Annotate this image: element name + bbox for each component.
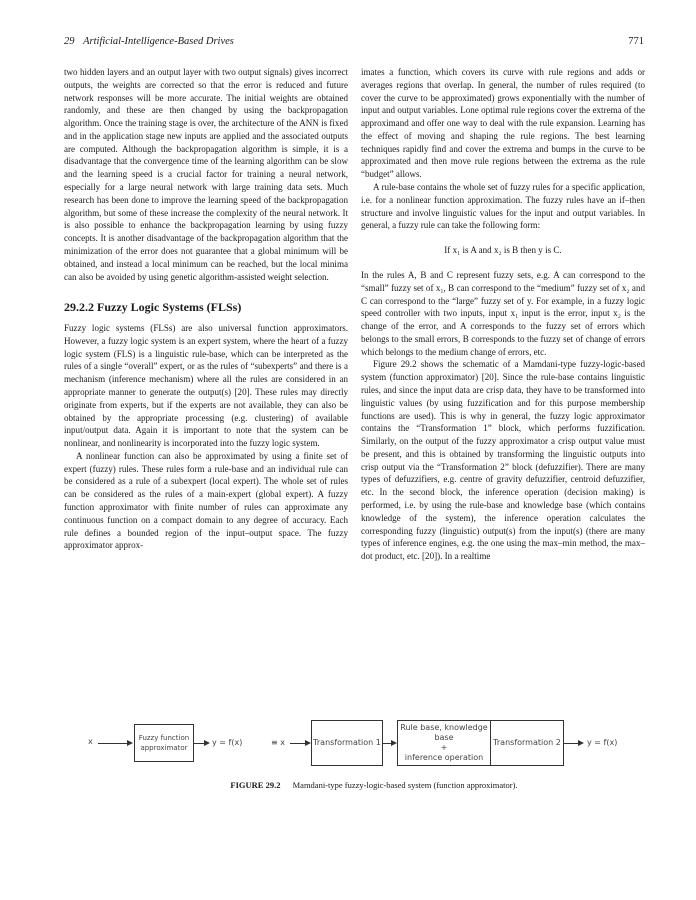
rule-base-label: Rule base, knowledge base bbox=[400, 723, 488, 742]
running-header bbox=[64, 36, 644, 52]
arrow-line bbox=[290, 743, 306, 744]
arrow-line bbox=[563, 743, 579, 744]
arrow-head-icon bbox=[204, 740, 210, 746]
figure-diagram bbox=[64, 716, 684, 766]
right-column bbox=[361, 66, 645, 563]
output-label-1: y = f(x) bbox=[212, 738, 243, 747]
inference-label: inference operation bbox=[404, 753, 484, 762]
chapter-title: Artificial-Intelligence-Based Drives bbox=[83, 36, 234, 47]
rule-base-inference-block bbox=[397, 720, 491, 766]
left-column bbox=[64, 66, 348, 552]
paragraph: In the rules A, B and C represent fuzzy sets, e.g. A can correspond to the “small” fuzzy set of x₁, B can correspond to the “medium” fuzzy set of x₂ and C can correspond to the “large” fuzzy set of y. For example, in a fuzzy logic speed controller with two inputs, input x₁ input is the error, input x₂ is the change of the error, and A corresponds to the fuzzy set of errors which belongs to the small errors, B corresponds to the fuzzy set of change of errors which belongs to the medium change of errors, etc. bbox=[361, 269, 645, 357]
caption-label: FIGURE 29.2 bbox=[230, 780, 281, 790]
equivalence-label: ≡ x bbox=[271, 738, 285, 747]
section-heading: 29.2.2 Fuzzy Logic Systems (FLSs) bbox=[64, 300, 242, 315]
fuzzy-rule-equation: If x₁ is A and x₂ is B then y is C. bbox=[444, 245, 562, 256]
page-number: 771 bbox=[628, 36, 644, 47]
output-label-2: y = f(x) bbox=[587, 738, 618, 747]
figure-caption bbox=[64, 780, 684, 790]
arrow-head-icon bbox=[127, 740, 133, 746]
input-label: x bbox=[88, 737, 93, 746]
arrow-head-icon bbox=[578, 740, 584, 746]
paragraph: Figure 29.2 shows the schematic of a Mamdani-type fuzzy-logic-based system (function approximator) [20]. Since the rule-base contains linguistic rules, and since the input data are crisp data, they have to be transformed into linguistic values (by using fuzzification and for this purpose membership functions are used). This is why in general, the fuzzy logic approximator contains the “Transformation 1” block, which performs fuzzification. Similarly, on the output of the fuzzy approximator a crisp output value must be present, and this is obtained by transforming the linguistic outputs into crisp output via the “Transformation 2” block (defuzzifier). There are many types of defuzzifiers, e.g. centre of gravity defuzzifier, centroid defuzzifier, etc. In the second block, the inference operation (decision making) is performed, i.e. by using the rule-base and knowledge base (which contains knowledge of the system), the inference operation calculates the corresponding fuzzy (linguistic) output(s) from the input(s) (there are many types of inference engines, e.g. the one using the max–min method, the max–dot product, etc. [20]). In a realtime bbox=[361, 359, 645, 562]
transformation-1-block: Transformation 1 bbox=[311, 720, 383, 766]
arrow-line bbox=[98, 743, 128, 744]
paragraph: Fuzzy logic systems (FLSs) are also universal function approximators. However, a fuzzy logic system is an expert system, where the heart of a fuzzy logic system (FLS) is a linguistic rule-base, which can be interpreted as the rules of a single “overall” expert, or as the rules of “subexperts” and there is a mechanism (inference mechanism) where all the rules are considered in an appropriate manner to generate the output(s) [20]. These rules may directly originate from experts, but if the experts are not available, they can also be obtained by the appropriate processing (e.g. clustering) of available input/output data. Again it is important to note that the system can be nonlinear, and nonlinearity is incorporated into the fuzzy logic system. bbox=[64, 323, 348, 449]
plus-sign: + bbox=[440, 743, 448, 752]
transformation-2-block: Transformation 2 bbox=[490, 720, 564, 766]
paragraph: A rule-base contains the whole set of fuzzy rules for a specific application, i.e. for a nonlinear function approximation. The fuzzy rules have an if–then structure and involve linguistic values for the input and output variables. In general, a fuzzy rule can take the following form: bbox=[361, 182, 645, 231]
chapter-number: 29 bbox=[64, 36, 75, 47]
caption-text: Mamdani-type fuzzy-logic-based system (function approximator). bbox=[292, 780, 518, 790]
fuzzy-approximator-block: Fuzzy function approximator bbox=[134, 724, 194, 762]
paragraph: A nonlinear function can also be approximated by using a finite set of expert (fuzzy) rules. These rules form a rule-base and an individual rule can be considered as a rule of a subexpert (local expert). The whole set of rules can be considered as the rules of a main-expert (global expert). A fuzzy function approximator with finite number of rules can approximate any continuous function on a compact domain to any degree of accuracy. Each rule defines a bounded region of the input–output space. The fuzzy approximator approx- bbox=[64, 450, 348, 551]
paragraph: two hidden layers and an output layer with two output signals) gives incorrect outputs, the weights are corrected so that the error is reduced and future network responses will be more accurate. The initial weights are obtained randomly, and these are then changed by using the backpropagation algorithm. Once the training stage is over, the architecture of the ANN is fixed and in the application stage new inputs are applied and the associated outputs are computed. Although the backpropagation algorithm is simple, it is a disadvantage that the convergence time of the learning algorithm can be slow and the learning speed is a crucial factor for training a neural network, especially for a large neural network with large training data sets. Much research has been done to improve the learning speed of the backpropagation algorithm, but some of these increase the complexity of the neural network. It is also possible to enhance the backpropagation learning by using fuzzy concepts. It is another disadvantage of the backpropagation algorithm that the minimization of the error does not guarantee that a global minimum will be obtained, and instead a local minimum can be reached, but the local minima can also be avoided by using genetic algorithm-assisted weight selection. bbox=[64, 67, 348, 282]
paragraph: imates a function, which covers its curve with rule regions and adds or averages regions that overlap. In general, the number of rules required (to cover the curve to be approximated) grows exponentially with the number of input and output variables. Lone optimal rule regions cover the extrema of the approximand and offer one way to deal with the rule expansion. Learning has the effect of moving and shaping the rule regions. The best learning techniques rapidly find and cover the extrema and bumps in the curve to be approximated and then move rule regions between the extrema as the rule “budget” allows. bbox=[361, 67, 645, 180]
